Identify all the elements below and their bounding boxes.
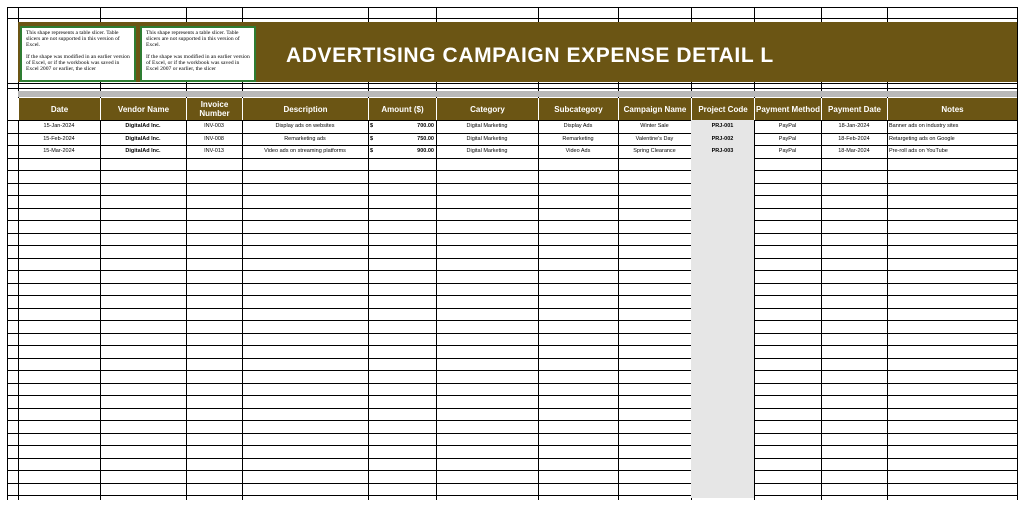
cell-amount[interactable] bbox=[368, 134, 436, 145]
grid-row-line bbox=[7, 308, 1018, 309]
column-header-notes[interactable]: Notes bbox=[887, 98, 1017, 120]
cell-project[interactable]: PRJ-003 bbox=[711, 148, 734, 154]
amount-value: 750.00 bbox=[417, 136, 434, 142]
cell-paydate[interactable]: 18-Feb-2024 bbox=[838, 136, 870, 142]
cell-amount[interactable] bbox=[368, 146, 436, 157]
slicer-placeholder-1[interactable] bbox=[20, 26, 136, 82]
column-header-payment-date[interactable]: Payment Date bbox=[821, 98, 887, 120]
sheet-title: ADVERTISING CAMPAIGN EXPENSE DETAIL L bbox=[286, 44, 774, 67]
cell-invoice[interactable]: INV-008 bbox=[204, 136, 224, 142]
cell-description[interactable]: Video ads on streaming platforms bbox=[264, 148, 346, 154]
grid-row-line bbox=[7, 183, 1018, 184]
grid-row-line bbox=[7, 7, 1018, 8]
cell-date[interactable]: 15-Feb-2024 bbox=[43, 136, 75, 142]
cell-amount[interactable] bbox=[368, 121, 436, 132]
cell-paydate[interactable]: 18-Jan-2024 bbox=[838, 123, 870, 129]
cell-method[interactable]: PayPal bbox=[778, 123, 797, 129]
currency-symbol: $ bbox=[370, 148, 374, 154]
cell-subcategory[interactable]: Remarketing bbox=[562, 136, 594, 142]
cell-notes[interactable]: Retargeting ads on Google bbox=[889, 136, 955, 142]
column-header-vendor-name[interactable]: Vendor Name bbox=[100, 98, 186, 120]
grid-row-line bbox=[7, 220, 1018, 221]
grid-row-line bbox=[7, 245, 1018, 246]
cell-project[interactable]: PRJ-002 bbox=[711, 136, 734, 142]
grid-row-line bbox=[7, 270, 1018, 271]
grid-row-line bbox=[7, 483, 1018, 484]
grid-row-line bbox=[7, 358, 1018, 359]
grid-row-line bbox=[7, 258, 1018, 259]
column-header-description[interactable]: Description bbox=[242, 98, 368, 120]
cell-invoice[interactable]: INV-003 bbox=[204, 123, 224, 129]
grid-row-line bbox=[7, 295, 1018, 296]
cell-description[interactable]: Remarketing ads bbox=[284, 136, 326, 142]
column-header-invoice-number[interactable]: Invoice Number bbox=[186, 98, 242, 120]
currency-symbol: $ bbox=[370, 123, 374, 129]
grid-row-line bbox=[7, 320, 1018, 321]
cell-vendor[interactable]: DigitalAd Inc. bbox=[125, 136, 161, 142]
grid-row-line bbox=[7, 370, 1018, 371]
grid-row-line bbox=[7, 233, 1018, 234]
project-code-column-shade bbox=[691, 120, 754, 498]
grid-row-line bbox=[7, 495, 1018, 496]
grid-row-line bbox=[7, 408, 1018, 409]
separator-strip bbox=[18, 91, 1017, 97]
cell-vendor[interactable]: DigitalAd Inc. bbox=[125, 123, 161, 129]
cell-category[interactable]: Digital Marketing bbox=[466, 148, 508, 154]
grid-column-line bbox=[1017, 7, 1018, 500]
grid-row-line bbox=[7, 458, 1018, 459]
column-header-campaign-name[interactable]: Campaign Name bbox=[618, 98, 691, 120]
grid-row-line bbox=[7, 345, 1018, 346]
cell-method[interactable]: PayPal bbox=[778, 148, 797, 154]
cell-category[interactable]: Digital Marketing bbox=[466, 136, 508, 142]
grid-row-line bbox=[7, 195, 1018, 196]
grid-column-line bbox=[7, 7, 8, 500]
amount-value: 900.00 bbox=[417, 148, 434, 154]
cell-method[interactable]: PayPal bbox=[778, 136, 797, 142]
grid-row-line bbox=[7, 420, 1018, 421]
column-header-project-code[interactable]: Project Code bbox=[691, 98, 754, 120]
grid-row-line bbox=[7, 445, 1018, 446]
cell-notes[interactable]: Banner ads on industry sites bbox=[889, 123, 959, 129]
cell-date[interactable]: 15-Mar-2024 bbox=[43, 148, 75, 154]
cell-project[interactable]: PRJ-001 bbox=[711, 123, 734, 129]
grid-row-line bbox=[7, 18, 1018, 19]
cell-category[interactable]: Digital Marketing bbox=[466, 123, 508, 129]
slicer-text-2a: This shape represents a table slicer. Table slicers are not supported in this version of Excel. bbox=[146, 30, 240, 49]
slicer-text-2b: If the shape was modified in an earlier version of Excel, or if the workbook was saved in Excel 2007 or earlier, the slicer bbox=[146, 53, 250, 73]
grid-row-line bbox=[7, 83, 1018, 84]
cell-notes[interactable]: Pre-roll ads on YouTube bbox=[889, 148, 948, 154]
grid-row-line bbox=[7, 158, 1018, 159]
grid-row-line bbox=[7, 170, 1018, 171]
grid-row-line bbox=[7, 433, 1018, 434]
grid-row-line bbox=[7, 283, 1018, 284]
currency-symbol: $ bbox=[370, 136, 374, 142]
grid-row-line bbox=[7, 383, 1018, 384]
cell-subcategory[interactable]: Video Ads bbox=[565, 148, 591, 154]
cell-campaign[interactable]: Winter Sale bbox=[640, 123, 669, 129]
column-header-payment-method[interactable]: Payment Method bbox=[754, 98, 821, 120]
cell-campaign[interactable]: Valentine's Day bbox=[635, 136, 674, 142]
cell-description[interactable]: Display ads on websites bbox=[275, 123, 335, 129]
cell-vendor[interactable]: DigitalAd Inc. bbox=[125, 148, 161, 154]
grid-row-line bbox=[7, 470, 1018, 471]
column-header-date[interactable]: Date bbox=[18, 98, 100, 120]
grid-row-line bbox=[7, 88, 1018, 89]
slicer-text-1b: If the shape was modified in an earlier version of Excel, or if the workbook was saved in Excel 2007 or earlier, the slicer bbox=[26, 53, 130, 73]
column-header-subcategory[interactable]: Subcategory bbox=[538, 98, 618, 120]
amount-value: 700.00 bbox=[417, 123, 434, 129]
cell-subcategory[interactable]: Display Ads bbox=[563, 123, 593, 129]
grid-row-line bbox=[7, 208, 1018, 209]
cell-invoice[interactable]: INV-013 bbox=[204, 148, 224, 154]
cell-paydate[interactable]: 18-Mar-2024 bbox=[838, 148, 870, 154]
grid-row-line bbox=[7, 333, 1018, 334]
grid-row-line bbox=[7, 395, 1018, 396]
cell-campaign[interactable]: Spring Clearance bbox=[633, 148, 676, 154]
column-header-category[interactable]: Category bbox=[436, 98, 538, 120]
cell-date[interactable]: 15-Jan-2024 bbox=[43, 123, 75, 129]
slicer-text-1a: This shape represents a table slicer. Table slicers are not supported in this version of Excel. bbox=[26, 30, 120, 49]
slicer-placeholder-2[interactable] bbox=[140, 26, 256, 82]
column-header-amount[interactable]: Amount ($) bbox=[368, 98, 436, 120]
